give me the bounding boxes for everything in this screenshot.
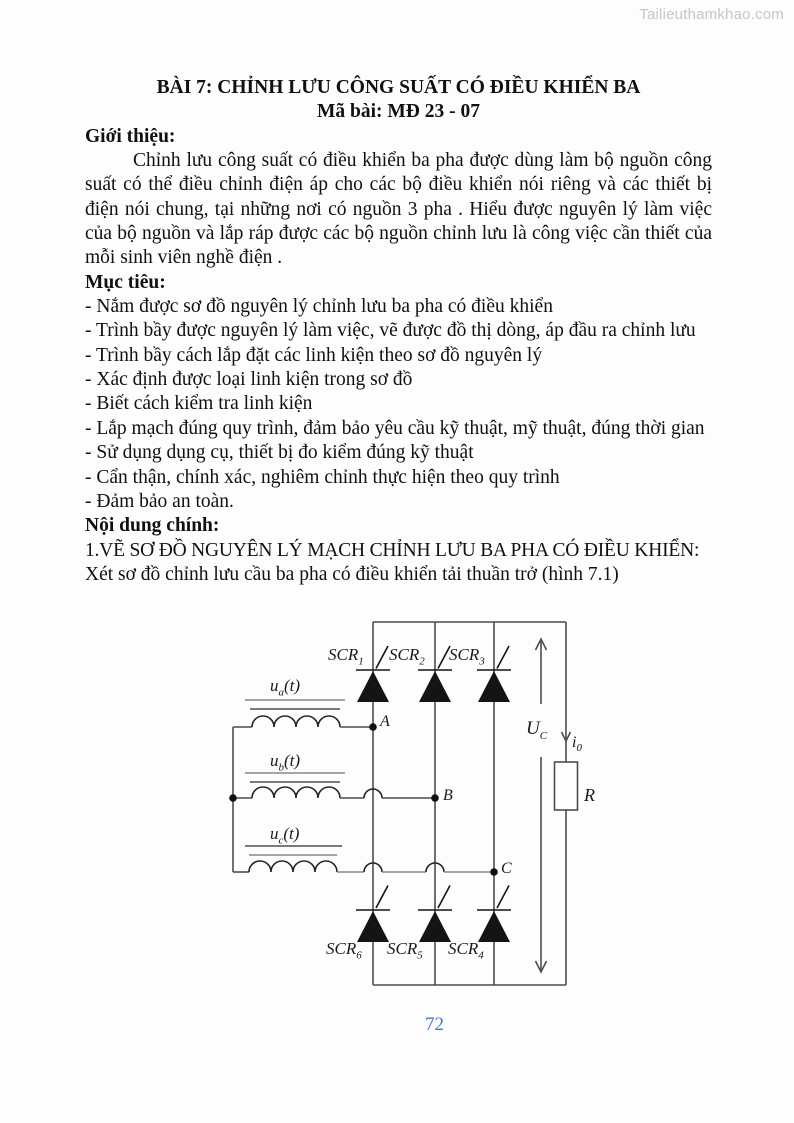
intro-paragraph: Chỉnh lưu công suất có điều khiển ba pha được dùng làm bộ nguồn công suất có thể điều chỉnh điện áp cho các bộ điều khiển nói riêng và các thiết bị điện nói chung, tại những nơi có nguồn 3 pha . Hiểu được nguyên lý làm việc của bộ nguồn và lắp ráp được các bộ nguồn chỉnh lưu là công việc cần thiết của mỗi sinh viên nghề điện .: [85, 150, 712, 269]
objective-item: - Đảm bảo an toàn.: [85, 490, 234, 512]
page-number: 72: [425, 1014, 444, 1035]
objective-item: - Cẩn thận, chính xác, nghiêm chỉnh thực hiện theo quy trình: [85, 466, 560, 488]
scr3-label: $SCR_3$: [449, 645, 485, 668]
page-title: BÀI 7: CHỈNH LƯU CÔNG SUẤT CÓ ĐIỀU KHIỂN BA: [156, 77, 641, 98]
scr-symbols-bottom: [356, 886, 511, 943]
current-i0-label: $i_0$: [572, 734, 582, 755]
node-c-label: C: [501, 860, 512, 877]
phase-c-label: $u_c(t)$: [270, 824, 300, 847]
intro-heading: Giới thiệu:: [85, 125, 176, 147]
objective-item: - Trình bầy được nguyên lý làm việc, vẽ được đồ thị dòng, áp đầu ra chỉnh lưu: [85, 320, 696, 342]
scr2-label: $SCR_2$: [389, 645, 425, 668]
phase-b-label: $u_b(t)$: [270, 751, 301, 774]
content-heading: Nội dung chính:: [85, 515, 220, 537]
scr-symbols-top: [356, 646, 511, 702]
junction-dots: [229, 723, 498, 876]
objective-item: - Trình bầy cách lắp đặt các linh kiện theo sơ đồ nguyên lý: [85, 344, 543, 366]
objective-item: - Lắp mạch đúng quy trình, đảm bảo yêu cầu kỹ thuật, mỹ thuật, đúng thời gian: [85, 417, 705, 439]
resistor-r-label: R: [584, 785, 595, 805]
watermark: Tailieuthamkhao.com: [639, 6, 784, 23]
objectives-heading: Mục tiêu:: [85, 271, 166, 293]
objective-item: - Xác định được loại linh kiện trong sơ đồ: [85, 369, 413, 391]
lesson-code: Mã bài: MĐ 23 - 07: [316, 101, 481, 123]
scr5-label: $SCR_5$: [387, 939, 423, 962]
scr1-label: $SCR_1$: [328, 645, 364, 668]
node-a-label: A: [380, 713, 390, 730]
section-lead-in: Xét sơ đồ chỉnh lưu cầu ba pha có điều khiển tải thuần trở (hình 7.1): [85, 563, 619, 585]
phase-a-label: $u_a(t)$: [270, 676, 301, 699]
objective-item: - Biết cách kiểm tra linh kiện: [85, 393, 313, 415]
objective-item: - Nắm được sơ đồ nguyên lý chỉnh lưu ba pha có điều khiển: [85, 296, 553, 318]
scr6-label: $SCR_6$: [326, 939, 362, 962]
resistor-symbol: [555, 762, 578, 810]
section-title: 1.VẼ SƠ ĐỒ NGUYÊN LÝ MẠCH CHỈNH LƯU BA PHA CÓ ĐIỀU KHIỂN:: [85, 539, 700, 561]
objective-item: - Sử dụng dụng cụ, thiết bị đo kiểm đúng kỹ thuật: [85, 442, 474, 464]
scr4-label: $SCR_4$: [448, 939, 484, 962]
node-b-label: B: [443, 787, 453, 804]
voltage-uc-label: $U_C$: [526, 718, 548, 742]
